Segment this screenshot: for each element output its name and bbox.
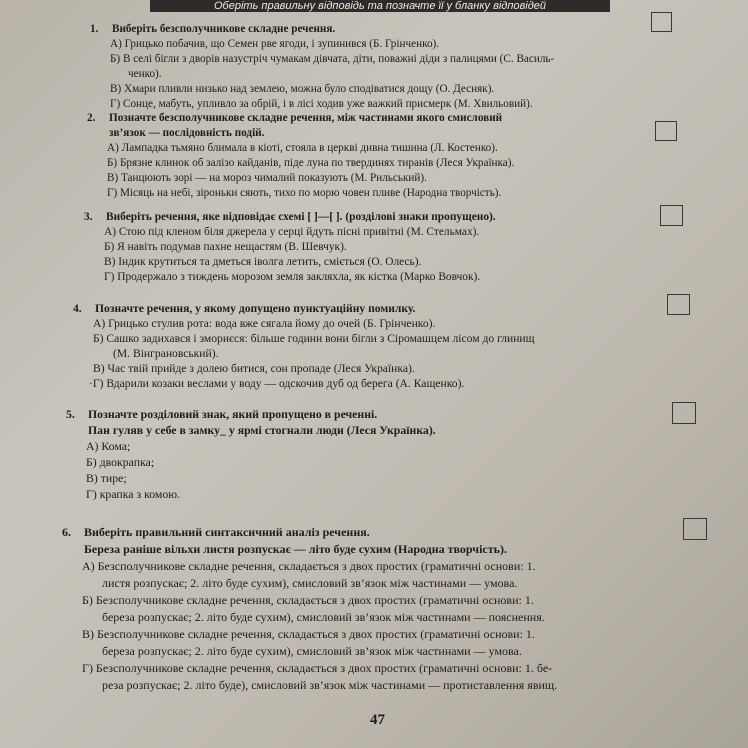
answer-box-6[interactable] (683, 518, 707, 540)
question-number: 5. (66, 407, 75, 421)
answer-option: ченко). (128, 68, 162, 80)
answer-option: Б) Безсполучникове складне речення, складається з двох простих (граматичні основи: 1. (82, 593, 534, 607)
answer-option: А) Грицько стулив рота: вода вже сягала йому до очей (Б. Грінченко). (93, 317, 436, 330)
answer-box-2[interactable] (655, 121, 677, 141)
question-prompt: Позначте речення, у якому допущено пунктуаційну помилку. (95, 302, 416, 315)
answer-option: В) Хмари пливли низько над землею, можна було сподіватися дощу (О. Десняк). (110, 83, 495, 95)
question-prompt-continued: Пан гуляв у себе в замку_ у ярмі стогнали люди (Леся Українка). (88, 423, 436, 437)
answer-option: береза розпускає; 2. літо буде сухим), смисловий зв’язок між частинами — пояснення. (102, 610, 545, 624)
answer-option: А) Грицько побачив, що Семен рве ягоди, і зупинився (Б. Грінченко). (110, 38, 440, 50)
question-number: 1. (90, 23, 99, 35)
question-prompt: Виберіть безсполучникове складне речення. (112, 23, 336, 35)
answer-option: В) Індик крутиться та дметься іволга летить, сміється (О. Олесь). (104, 256, 422, 268)
answer-box-3[interactable] (660, 205, 683, 226)
page-number: 47 (370, 712, 385, 728)
question-1 (90, 24, 554, 114)
answer-option: береза розпускає; 2. літо буде сухим), смисловий зв’язок між частинами — умова. (102, 644, 522, 658)
answer-option: А) Лампадка тьмяно блимала в кіоті, стояла в церкві дивна тишина (Л. Костенко). (107, 142, 498, 154)
question-4 (73, 303, 535, 393)
answer-option: А) Кома; (86, 439, 131, 453)
answer-option: А) Стою під кленом біля джерела у серці йдуть пісні привітні (М. Стельмах). (104, 226, 480, 238)
question-prompt: Виберіть речення, яке відповідає схемі [ ]—[ ]. (розділові знаки пропущено). (106, 211, 496, 223)
answer-option: В) Час твій прийде з долею битися, сон пропаде (Леся Українка). (93, 362, 415, 375)
question-5 (66, 409, 436, 505)
question-prompt-continued: зв’язок — послідовність подій. (109, 127, 265, 139)
answer-option: ·Г) Вдарили козаки веслами у воду — одскочив дуб од берега (А. Кащенко). (89, 377, 465, 390)
answer-box-1[interactable] (651, 12, 672, 32)
answer-option: Г) Сонце, мабуть, упливло за обрій, і в лісі ходив уже важкий присмерк (М. Хвильовий). (110, 98, 533, 110)
question-prompt: Виберіть правильний синтаксичний аналіз речення. (84, 525, 370, 539)
question-2 (87, 113, 514, 203)
question-number: 4. (73, 302, 82, 315)
question-number: 2. (87, 112, 96, 124)
answer-option: Б) двокрапка; (86, 455, 155, 469)
answer-option: Б) В селі бігли з дворів назустріч чумакам дівчата, діти, поважні діди з палицями (С. Василь- (110, 53, 555, 65)
answer-option: А) Безсполучникове складне речення, складається з двох простих (граматичні основи: 1. (82, 559, 536, 573)
answer-option: листя розпускає; 2. літо буде сухим), смисловий зв’язок між частинами — умова. (102, 576, 518, 590)
answer-option: Г) Місяць на небі, зіроньки сяють, тихо по морю човен пливе (Народна творчість). (107, 187, 502, 199)
question-number: 3. (84, 211, 93, 223)
answer-option: (М. Вінграновський). (113, 347, 219, 360)
answer-option: Б) Сашко задихався і змориєся: більше години вони бігли з Сіромашцем лісом до глинищ (93, 332, 535, 345)
answer-option: В) Танцюють зорі — на мороз чималий показують (М. Рильський). (107, 172, 427, 184)
question-prompt-continued: Береза раніше вільхи листя розпускає — літо буде сухим (Народна творчість). (84, 542, 507, 556)
question-prompt: Позначте безсполучникове складне речення, між частинами якого смисловий (109, 112, 503, 124)
answer-option: Г) Безсполучникове складне речення, складається з двох простих (граматичні основи: 1. бе- (82, 661, 553, 675)
answer-box-5[interactable] (672, 402, 696, 424)
question-6 (62, 526, 557, 696)
answer-option: Г) Продержало з тиждень морозом земля закляхла, як кістка (Марко Вовчок). (104, 271, 481, 283)
question-prompt: Позначте розділовий знак, який пропущено в реченні. (88, 407, 378, 421)
answer-option: В) Безсполучникове складне речення, складається з двох простих (граматичні основи: 1. (82, 627, 535, 641)
answer-option: Б) Я навіть подумав пахне нещастям (В. Шевчук). (104, 241, 347, 253)
question-number: 6. (62, 525, 71, 539)
answer-option: Б) Брязне клинок об залізо кайданів, піде луна по твердинях тиранів (Леся Українка). (107, 157, 515, 169)
page-header: Оберіть правильну відповідь та позначте її у бланку відповідей (150, 0, 610, 12)
answer-option: Г) крапка з комою. (86, 487, 181, 501)
question-3 (84, 212, 496, 287)
answer-option: В) тире; (86, 471, 127, 485)
answer-option: реза розпускає; 2. літо буде), смисловий зв’язок між частинами — протиставлення явищ. (102, 678, 558, 692)
answer-box-4[interactable] (667, 294, 690, 315)
